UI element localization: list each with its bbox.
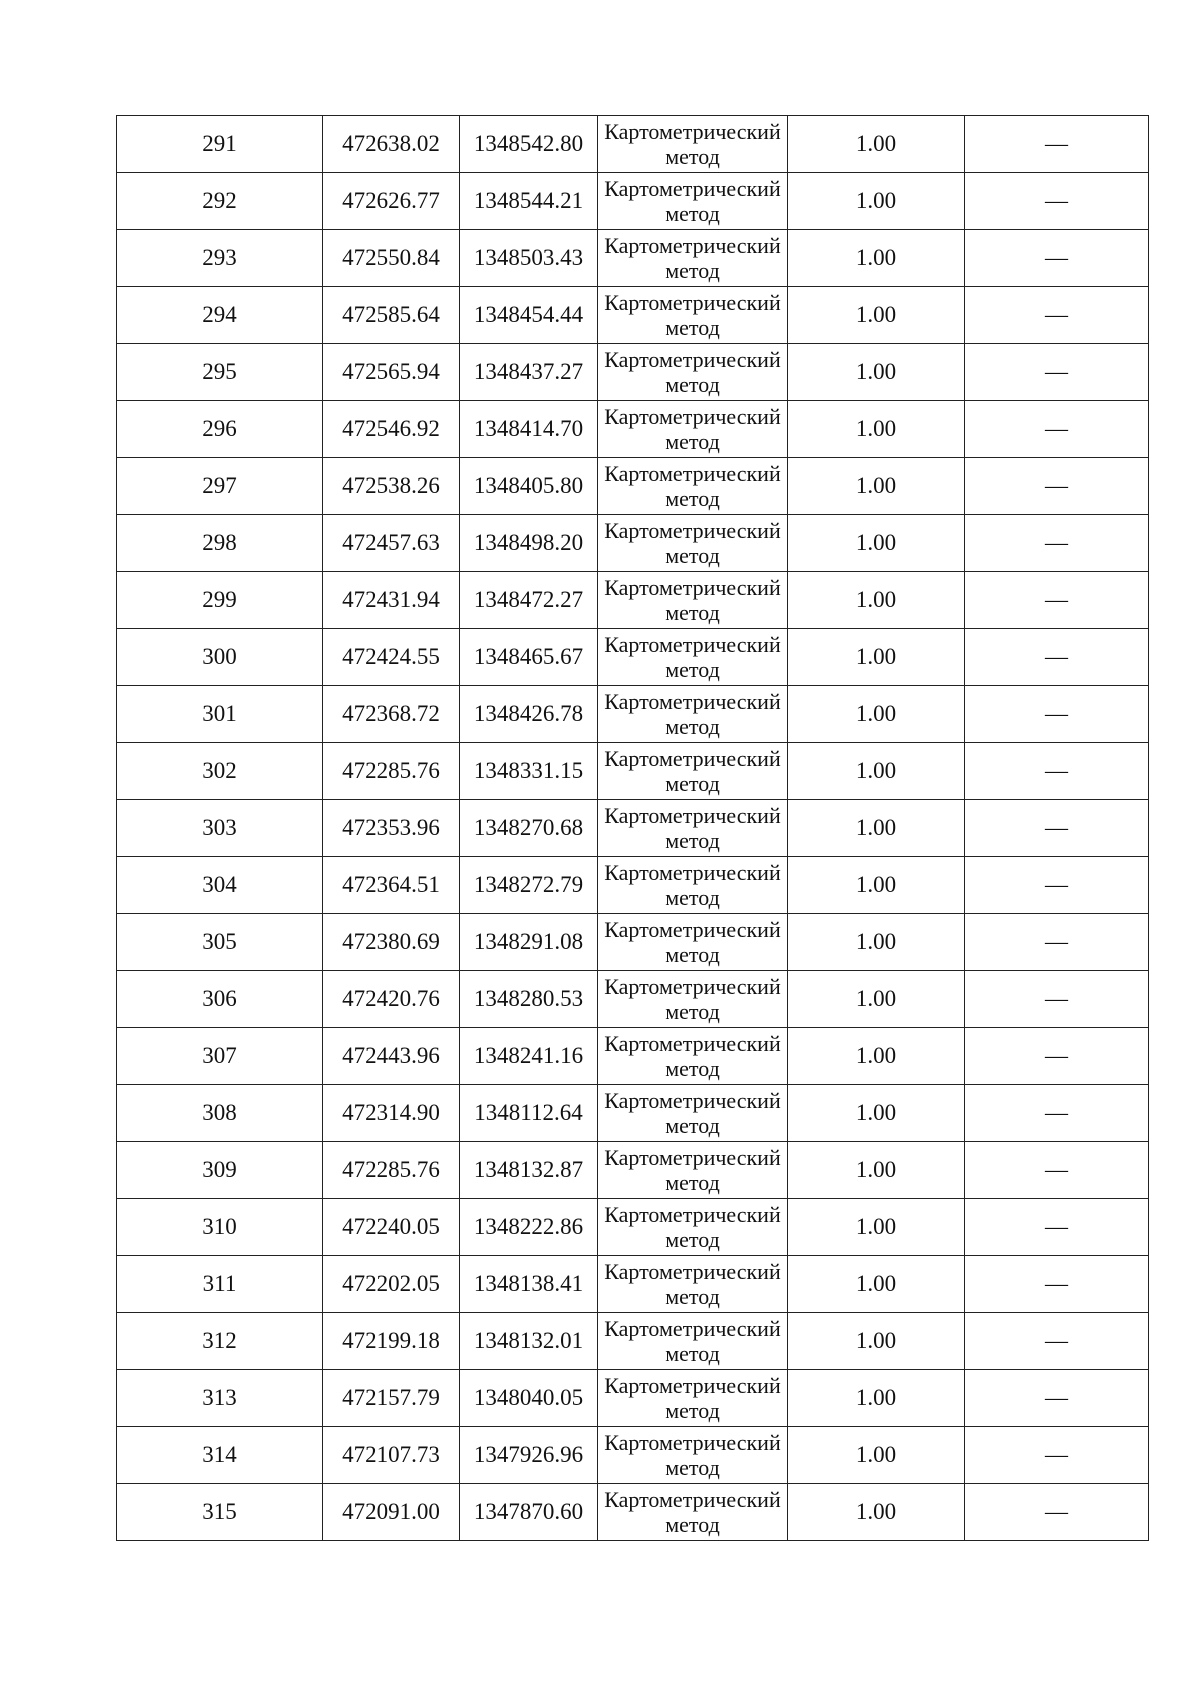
- accuracy-cell: 1.00: [788, 1256, 965, 1313]
- x-coordinate-cell: 472626.77: [323, 173, 460, 230]
- table-row: [117, 515, 1149, 572]
- point-number-cell: 291: [117, 116, 323, 173]
- x-coordinate-cell: 472157.79: [323, 1370, 460, 1427]
- accuracy-cell: 1.00: [788, 686, 965, 743]
- table-row: [117, 173, 1149, 230]
- method-cell: Картометрический метод: [598, 572, 788, 629]
- x-coordinate-cell: 472368.72: [323, 686, 460, 743]
- accuracy-cell: 1.00: [788, 173, 965, 230]
- x-coordinate-cell: 472353.96: [323, 800, 460, 857]
- method-cell: Картометрический метод: [598, 743, 788, 800]
- accuracy-cell: 1.00: [788, 230, 965, 287]
- accuracy-cell: 1.00: [788, 971, 965, 1028]
- y-coordinate-cell: 1348291.08: [460, 914, 598, 971]
- table-row: [117, 401, 1149, 458]
- y-coordinate-cell: 1348503.43: [460, 230, 598, 287]
- x-coordinate-cell: 472364.51: [323, 857, 460, 914]
- accuracy-cell: 1.00: [788, 1028, 965, 1085]
- point-number-cell: 292: [117, 173, 323, 230]
- accuracy-cell: 1.00: [788, 800, 965, 857]
- note-cell: —: [965, 287, 1149, 344]
- note-cell: —: [965, 800, 1149, 857]
- note-cell: —: [965, 1370, 1149, 1427]
- method-cell: Картометрический метод: [598, 1199, 788, 1256]
- x-coordinate-cell: 472424.55: [323, 629, 460, 686]
- note-cell: —: [965, 686, 1149, 743]
- y-coordinate-cell: 1348542.80: [460, 116, 598, 173]
- method-cell: Картометрический метод: [598, 1370, 788, 1427]
- coordinates-table: [116, 115, 1149, 1541]
- table-row: [117, 914, 1149, 971]
- y-coordinate-cell: 1348222.86: [460, 1199, 598, 1256]
- table-row: [117, 1199, 1149, 1256]
- method-cell: Картометрический метод: [598, 287, 788, 344]
- table-row: [117, 1313, 1149, 1370]
- point-number-cell: 293: [117, 230, 323, 287]
- method-cell: Картометрический метод: [598, 173, 788, 230]
- method-cell: Картометрический метод: [598, 1484, 788, 1541]
- point-number-cell: 303: [117, 800, 323, 857]
- y-coordinate-cell: 1348405.80: [460, 458, 598, 515]
- note-cell: —: [965, 857, 1149, 914]
- point-number-cell: 297: [117, 458, 323, 515]
- y-coordinate-cell: 1348272.79: [460, 857, 598, 914]
- x-coordinate-cell: 472285.76: [323, 743, 460, 800]
- table-row: [117, 1427, 1149, 1484]
- x-coordinate-cell: 472538.26: [323, 458, 460, 515]
- point-number-cell: 294: [117, 287, 323, 344]
- note-cell: —: [965, 914, 1149, 971]
- coordinates-table-body: [117, 116, 1149, 1541]
- note-cell: —: [965, 458, 1149, 515]
- point-number-cell: 313: [117, 1370, 323, 1427]
- note-cell: —: [965, 1256, 1149, 1313]
- y-coordinate-cell: 1347926.96: [460, 1427, 598, 1484]
- point-number-cell: 309: [117, 1142, 323, 1199]
- method-cell: Картометрический метод: [598, 800, 788, 857]
- table-row: [117, 287, 1149, 344]
- note-cell: —: [965, 1142, 1149, 1199]
- accuracy-cell: 1.00: [788, 1370, 965, 1427]
- accuracy-cell: 1.00: [788, 629, 965, 686]
- point-number-cell: 307: [117, 1028, 323, 1085]
- point-number-cell: 310: [117, 1199, 323, 1256]
- method-cell: Картометрический метод: [598, 857, 788, 914]
- table-row: [117, 1484, 1149, 1541]
- point-number-cell: 302: [117, 743, 323, 800]
- point-number-cell: 305: [117, 914, 323, 971]
- accuracy-cell: 1.00: [788, 116, 965, 173]
- note-cell: —: [965, 572, 1149, 629]
- table-row: [117, 230, 1149, 287]
- method-cell: Картометрический метод: [598, 1028, 788, 1085]
- x-coordinate-cell: 472546.92: [323, 401, 460, 458]
- table-row: [117, 1370, 1149, 1427]
- y-coordinate-cell: 1348270.68: [460, 800, 598, 857]
- point-number-cell: 304: [117, 857, 323, 914]
- accuracy-cell: 1.00: [788, 914, 965, 971]
- accuracy-cell: 1.00: [788, 572, 965, 629]
- method-cell: Картометрический метод: [598, 629, 788, 686]
- x-coordinate-cell: 472443.96: [323, 1028, 460, 1085]
- x-coordinate-cell: 472091.00: [323, 1484, 460, 1541]
- method-cell: Картометрический метод: [598, 230, 788, 287]
- x-coordinate-cell: 472550.84: [323, 230, 460, 287]
- method-cell: Картометрический метод: [598, 116, 788, 173]
- x-coordinate-cell: 472240.05: [323, 1199, 460, 1256]
- note-cell: —: [965, 116, 1149, 173]
- accuracy-cell: 1.00: [788, 401, 965, 458]
- method-cell: Картометрический метод: [598, 1313, 788, 1370]
- point-number-cell: 314: [117, 1427, 323, 1484]
- accuracy-cell: 1.00: [788, 1085, 965, 1142]
- point-number-cell: 296: [117, 401, 323, 458]
- point-number-cell: 306: [117, 971, 323, 1028]
- note-cell: —: [965, 1484, 1149, 1541]
- accuracy-cell: 1.00: [788, 287, 965, 344]
- accuracy-cell: 1.00: [788, 344, 965, 401]
- accuracy-cell: 1.00: [788, 1427, 965, 1484]
- y-coordinate-cell: 1348241.16: [460, 1028, 598, 1085]
- table-row: [117, 344, 1149, 401]
- y-coordinate-cell: 1348040.05: [460, 1370, 598, 1427]
- point-number-cell: 312: [117, 1313, 323, 1370]
- note-cell: —: [965, 1085, 1149, 1142]
- x-coordinate-cell: 472380.69: [323, 914, 460, 971]
- table-row: [117, 1085, 1149, 1142]
- method-cell: Картометрический метод: [598, 1427, 788, 1484]
- note-cell: —: [965, 743, 1149, 800]
- table-row: [117, 1028, 1149, 1085]
- table-row: [117, 458, 1149, 515]
- note-cell: —: [965, 344, 1149, 401]
- accuracy-cell: 1.00: [788, 1142, 965, 1199]
- y-coordinate-cell: 1348414.70: [460, 401, 598, 458]
- x-coordinate-cell: 472107.73: [323, 1427, 460, 1484]
- table-row: [117, 1256, 1149, 1313]
- method-cell: Картометрический метод: [598, 515, 788, 572]
- y-coordinate-cell: 1348544.21: [460, 173, 598, 230]
- x-coordinate-cell: 472199.18: [323, 1313, 460, 1370]
- accuracy-cell: 1.00: [788, 458, 965, 515]
- table-row: [117, 572, 1149, 629]
- note-cell: —: [965, 173, 1149, 230]
- method-cell: Картометрический метод: [598, 686, 788, 743]
- x-coordinate-cell: 472314.90: [323, 1085, 460, 1142]
- method-cell: Картометрический метод: [598, 914, 788, 971]
- y-coordinate-cell: 1348437.27: [460, 344, 598, 401]
- method-cell: Картометрический метод: [598, 458, 788, 515]
- method-cell: Картометрический метод: [598, 1142, 788, 1199]
- x-coordinate-cell: 472202.05: [323, 1256, 460, 1313]
- y-coordinate-cell: 1348498.20: [460, 515, 598, 572]
- note-cell: —: [965, 1427, 1149, 1484]
- method-cell: Картометрический метод: [598, 971, 788, 1028]
- x-coordinate-cell: 472431.94: [323, 572, 460, 629]
- note-cell: —: [965, 515, 1149, 572]
- point-number-cell: 295: [117, 344, 323, 401]
- note-cell: —: [965, 1313, 1149, 1370]
- x-coordinate-cell: 472285.76: [323, 1142, 460, 1199]
- table-row: [117, 743, 1149, 800]
- accuracy-cell: 1.00: [788, 857, 965, 914]
- table-row: [117, 629, 1149, 686]
- point-number-cell: 308: [117, 1085, 323, 1142]
- note-cell: —: [965, 230, 1149, 287]
- table-row: [117, 1142, 1149, 1199]
- x-coordinate-cell: 472565.94: [323, 344, 460, 401]
- y-coordinate-cell: 1348132.87: [460, 1142, 598, 1199]
- x-coordinate-cell: 472420.76: [323, 971, 460, 1028]
- table-row: [117, 800, 1149, 857]
- point-number-cell: 301: [117, 686, 323, 743]
- method-cell: Картометрический метод: [598, 401, 788, 458]
- table-row: [117, 116, 1149, 173]
- note-cell: —: [965, 401, 1149, 458]
- method-cell: Картометрический метод: [598, 1256, 788, 1313]
- accuracy-cell: 1.00: [788, 1199, 965, 1256]
- y-coordinate-cell: 1348472.27: [460, 572, 598, 629]
- y-coordinate-cell: 1348132.01: [460, 1313, 598, 1370]
- method-cell: Картометрический метод: [598, 1085, 788, 1142]
- table-row: [117, 686, 1149, 743]
- y-coordinate-cell: 1348112.64: [460, 1085, 598, 1142]
- point-number-cell: 298: [117, 515, 323, 572]
- note-cell: —: [965, 1199, 1149, 1256]
- point-number-cell: 300: [117, 629, 323, 686]
- x-coordinate-cell: 472457.63: [323, 515, 460, 572]
- table-row: [117, 971, 1149, 1028]
- y-coordinate-cell: 1348465.67: [460, 629, 598, 686]
- note-cell: —: [965, 1028, 1149, 1085]
- accuracy-cell: 1.00: [788, 743, 965, 800]
- y-coordinate-cell: 1348138.41: [460, 1256, 598, 1313]
- x-coordinate-cell: 472585.64: [323, 287, 460, 344]
- accuracy-cell: 1.00: [788, 1313, 965, 1370]
- y-coordinate-cell: 1348280.53: [460, 971, 598, 1028]
- point-number-cell: 311: [117, 1256, 323, 1313]
- accuracy-cell: 1.00: [788, 515, 965, 572]
- method-cell: Картометрический метод: [598, 344, 788, 401]
- note-cell: —: [965, 971, 1149, 1028]
- point-number-cell: 299: [117, 572, 323, 629]
- y-coordinate-cell: 1348426.78: [460, 686, 598, 743]
- x-coordinate-cell: 472638.02: [323, 116, 460, 173]
- y-coordinate-cell: 1347870.60: [460, 1484, 598, 1541]
- note-cell: —: [965, 629, 1149, 686]
- table-row: [117, 857, 1149, 914]
- accuracy-cell: 1.00: [788, 1484, 965, 1541]
- y-coordinate-cell: 1348454.44: [460, 287, 598, 344]
- y-coordinate-cell: 1348331.15: [460, 743, 598, 800]
- point-number-cell: 315: [117, 1484, 323, 1541]
